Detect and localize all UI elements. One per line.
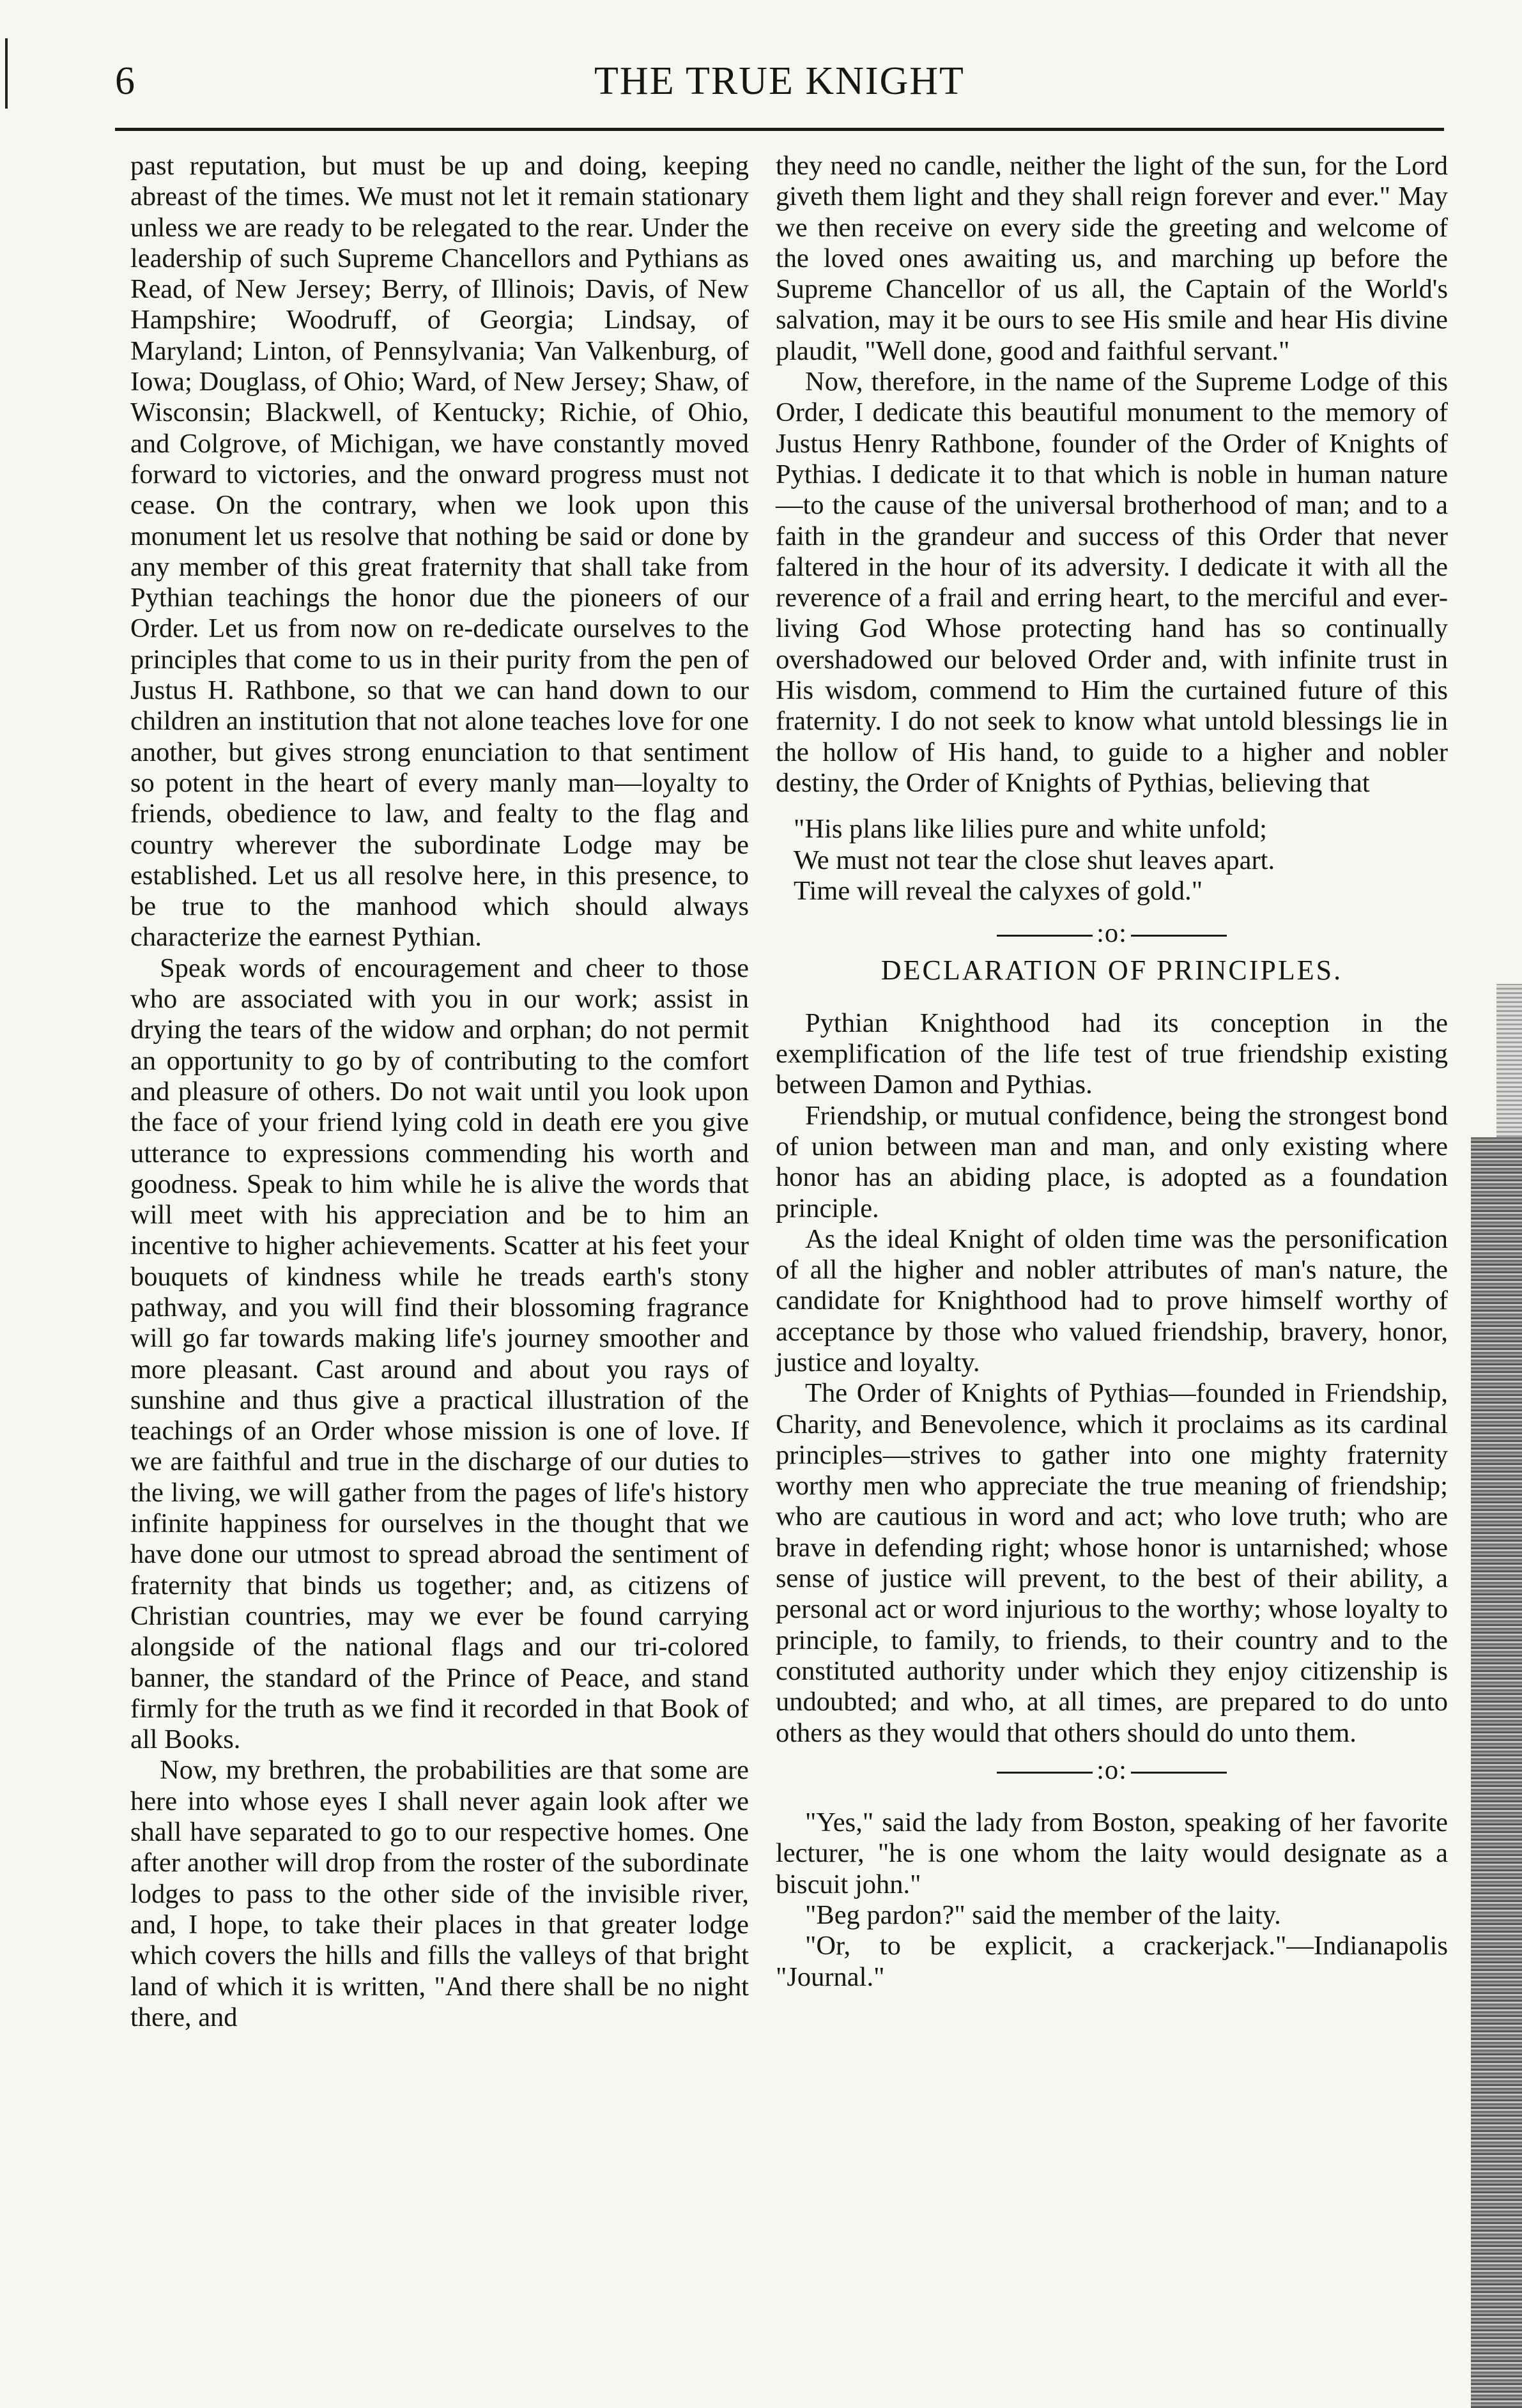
page-number: 6 <box>115 59 135 103</box>
separator-line <box>1131 935 1227 937</box>
right-column <box>776 151 1448 1993</box>
section-separator <box>776 1755 1448 1786</box>
paragraph: Friendship, or mutual confidence, being the strongest bond of union between man and man, and only existing where honor has an abiding place, is adopted as a foundation principle. <box>776 1100 1448 1223</box>
paragraph: "Yes," said the lady from Boston, speaking of her favorite lecturer, "he is one whom the laity would designate as a biscuit john." <box>776 1807 1448 1899</box>
paragraph: Speak words of encouragement and cheer to those who are associated with you in our work; assist in drying the tears of the widow and orphan; do not permit an opportunity to go by of contributing to the comfort and pleasure of others. Do not wait until you look upon the face of your friend lying cold in death ere you give utterance to expressions commending his worth and goodness. Speak to him while he is alive the words that will meet with his appreciation and be to him an incentive to higher achievements. Scatter at his feet your bouquets of kindness while he treads earth's stony pathway, and you will find their blossoming fragrance will go far towards making life's journey smoother and more pleasant. Cast around and about you rays of sunshine and thus give a practical illustration of the teachings of an Order whose mission is one of love. If we are faithful and true in the discharge of our duties to the living, we will gather from the pages of life's history infinite happiness for ourselves in the thought that we have done our utmost to spread abroad the sentiment of fraternity that binds us together; and, as citizens of Christian countries, may we ever be found carrying alongside of the national flags and our tri-colored banner, the standard of the Prince of Peace, and stand firmly for the truth as we find it recorded in that Book of all Books. <box>130 953 749 1755</box>
paragraph: As the ideal Knight of olden time was the personification of all the higher and nobler attributes of man's nature, the candidate for Knighthood had to prove himself worthy of acceptance by those who valued friendship, bravery, honor, justice and loyalty. <box>776 1223 1448 1377</box>
publication-title: THE TRUE KNIGHT <box>594 59 965 103</box>
paragraph: "Or, to be explicit, a crackerjack."—Indianapolis "Journal." <box>776 1931 1448 1992</box>
header-rule <box>115 128 1444 131</box>
paragraph: The Order of Knights of Pythias—founded in Friendship, Charity, and Benevolence, which it proclaims as its cardinal principles—strives to gather into one mighty fraternity worthy men who appreciate the true meaning of friendship; who are cautious in word and act; who love truth; who are brave in defending right; whose honor is untarnished; whose sense of justice will prevent, to the best of their ability, a personal act or word injurious to the worthy; whose loyalty to principle, to family, to friends, to their country and to the constituted authority under which they enjoy citizenship is undoubted; and who, at all times, are prepared to do unto others as they would that others should do unto them. <box>776 1378 1448 1748</box>
poem-line: We must not tear the close shut leaves apart. <box>794 845 1275 875</box>
separator-mark: :o: <box>1096 918 1127 949</box>
paragraph: Now, my brethren, the probabilities are that some are here into whose eyes I shall never again look after we shall have separated to go to our respective homes. One after another will drop from the roster of the subordinate lodges to pass to the other side of the invisible river, and, I hope, to take their places in that greater lodge which covers the hills and fills the valleys of that bright land of which it is written, "And there shall be no night there, and <box>130 1755 749 2032</box>
paragraph: Pythian Knighthood had its conception in the exemplification of the life test of true friendship existing between Damon and Pythias. <box>776 1008 1448 1100</box>
page-edge-shadow <box>1471 1137 1522 2408</box>
paragraph: past reputation, but must be up and doing, keeping abreast of the times. We must not let it remain stationary unless we are ready to be relegated to the rear. Under the leadership of such Supreme Chancellors and Pythians as Read, of New Jersey; Berry, of Illinois; Davis, of New Hampshire; Woodruff, of Georgia; Lindsay, of Maryland; Linton, of Pennsylvania; Van Valkenburg, of Iowa; Douglass, of Ohio; Ward, of New Jersey; Shaw, of Wisconsin; Blackwell, of Kentucky; Richie, of Ohio, and Colgrove, of Michigan, we have constantly moved forward to victories, and the onward progress must not cease. On the contrary, when we look upon this monument let us resolve that nothing be said or done by any member of this great fraternity that shall take from Pythian teachings the honor due the pioneers of our Order. Let us from now on re-dedicate ourselves to the principles that come to us in their purity from the pen of Justus H. Rathbone, so that we can hand down to our children an institution that not alone teaches love for one another, but gives strong enunciation to that sentiment so potent in the heart of every manly man—loyalty to friends, obedience to law, and fealty to the flag and country wherever the subordinate Lodge may be established. Let us all resolve here, in this presence, to be true to the manhood which should always characterize the earnest Pythian. <box>130 151 749 953</box>
left-column <box>130 151 749 2033</box>
poem-line: "His plans like lilies pure and white unfold; <box>794 814 1267 845</box>
section-heading: DECLARATION OF PRINCIPLES. <box>880 955 1343 986</box>
paragraph: they need no candle, neither the light of the sun, for the Lord giveth them light and they shall reign forever and ever." May we then receive on every side the greeting and welcome of the loved ones awaiting us, and marching up before the Supreme Chancellor of us all, the Captain of the World's salvation, may it be ours to see His smile and hear His divine plaudit, "Well done, good and faithful servant." <box>776 151 1448 366</box>
spacer <box>776 1792 1448 1807</box>
poem-quote <box>794 814 1448 907</box>
page-edge-shadow <box>1496 984 1522 1137</box>
separator-line <box>1131 1772 1227 1774</box>
margin-rule <box>5 38 8 109</box>
separator-mark: :o: <box>1096 1754 1127 1785</box>
paragraph: "Beg pardon?" said the member of the laity. <box>805 1900 1281 1931</box>
separator-line <box>997 935 1093 937</box>
section-separator <box>776 918 1448 949</box>
separator-line <box>997 1772 1093 1774</box>
paragraph: Now, therefore, in the name of the Supreme Lodge of this Order, I dedicate this beautiful monument to the memory of Justus Henry Rathbone, founder of the Order of Knights of Pythias. I dedicate it to that which is noble in human nature—to the cause of the universal brotherhood of man; and to a faith in the grandeur and success of this Order that never faltered in the hour of its adversity. I dedicate it with all the reverence of a frail and erring heart, to the merciful and ever-living God Whose protecting hand has so continually overshadowed our beloved Order and, with infinite trust in His wisdom, commend to Him the curtained future of this fraternity. I do not seek to know what untold blessings lie in the hollow of His hand, to guide to a higher and nobler destiny, the Order of Knights of Pythias, believing that <box>776 367 1448 798</box>
poem-line: Time will reveal the calyxes of gold." <box>794 875 1203 906</box>
page-header <box>115 59 1444 129</box>
